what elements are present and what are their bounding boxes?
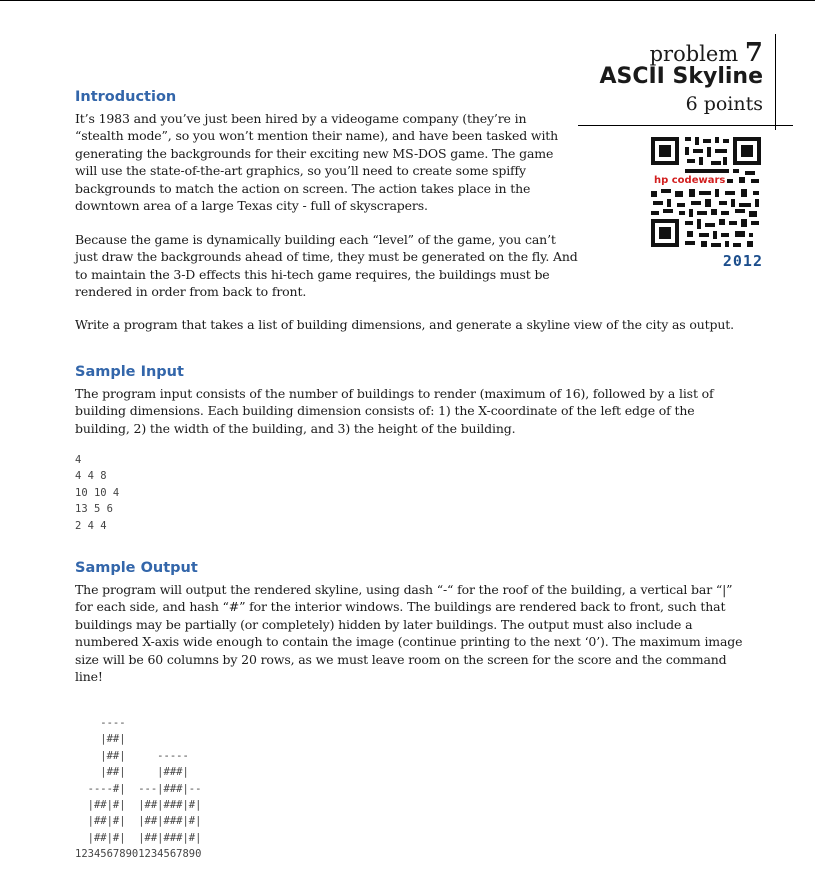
top-border-line [0,0,815,1]
problem-title: ASCII Skyline [599,64,763,89]
intro-paragraph-1: It’s 1983 and you’ve just been hired by a videogame company (they’re in “stealth mode”, so you won’t mention their name), and have been tasked with generating the backgrounds for their exciting new MS-DOS game. The game will use the state-of-the-art graphics, so you’ll need to create some spiffy backgrounds to match the action on screen. The action takes place in the downtown area of a large Texas city - full of skyscrapers. [75,111,559,214]
header-vertical-divider [775,34,776,130]
sample-output-code: ---- |##| |##| ----- |##| |###| ----#| ---|###|-- |##|#| |##|###|#| |##|#| |##|###|#| |##|#| |##|###|#| 12345678901234567890 [75,717,202,861]
codewars-year: 2012 [722,252,763,270]
introduction-heading: Introduction [75,89,177,105]
sample-output-heading: Sample Output [75,560,198,576]
sample-output-paragraph: The program will output the rendered skyline, using dash “-“ for the roof of the building, a vertical bar “|” for each side, and hash “#” for the interior windows. The buildings are rendered back to front, such that buildings may be partially (or completely) hidden by later buildings. The output must also include a numbered X-axis wide enough to contain the image (continue printing to the next ‘0’). The maximum image size will be 60 columns by 20 rows, as we must leave room on the screen for the score and the command line! [75,582,743,685]
codewars-badge [649,135,763,269]
sample-input-paragraph: The program input consists of the number of buildings to render (maximum of 16), followed by a list of building dimensions. Each building dimension consists of: 1) the X-coordinate of the left edge of the building, 2) the width of the building, and 3) the height of the building. [75,386,714,436]
intro-paragraph-3: Write a program that takes a list of building dimensions, and generate a skyline view of the city as output. [75,317,734,332]
header-horizontal-divider [578,125,793,126]
intro-paragraph-2: Because the game is dynamically building each “level” of the game, you can’t just draw the backgrounds ahead of time, they must be generated on the fly. And to maintain the 3-D effects this hi-tech game requires, the buildings must be rendered in order from back to front. [75,232,578,300]
codewars-logo-text: hp codewars [654,175,726,186]
problem-points: 6 points [685,93,763,115]
sample-input-heading: Sample Input [75,364,184,380]
problem-word: problem [649,42,739,66]
qr-code-image [649,135,763,251]
problem-number: 7 [744,38,763,68]
sample-input-code: 4 4 4 8 10 10 4 13 5 6 2 4 4 [75,454,120,532]
